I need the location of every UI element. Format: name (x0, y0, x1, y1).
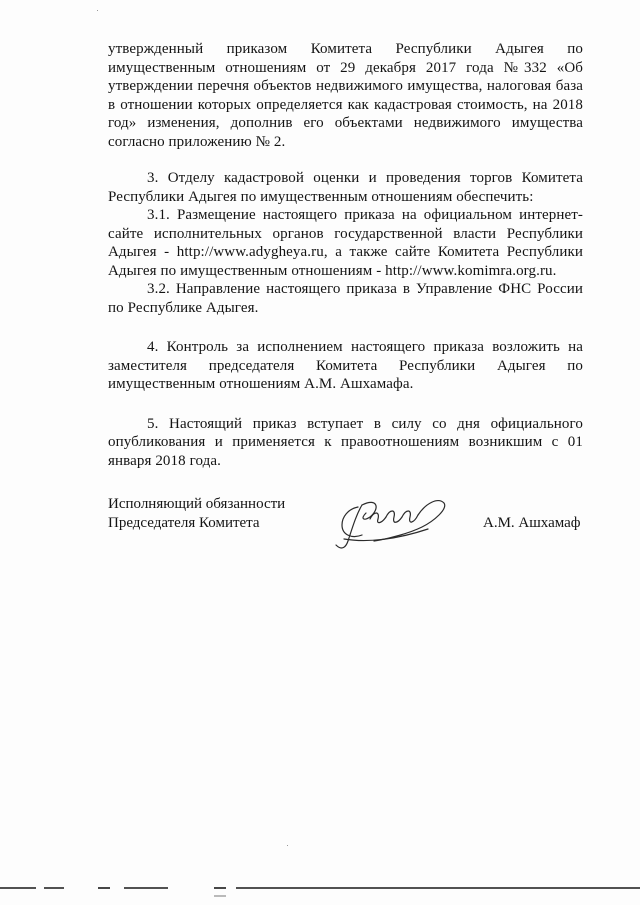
signature-block (108, 495, 598, 565)
scan-edge-artifacts (0, 880, 640, 905)
signer-position-line-1: Исполняющий обязанности (108, 496, 286, 512)
handwritten-signature (318, 495, 458, 555)
signer-position (108, 495, 285, 533)
scan-speck (287, 845, 288, 846)
paragraph-item-5: 5. Настоящий приказ вступает в силу со дня официального опубликования и применяется к правоотношениям возникшим с 01 января 2018 года. (108, 415, 583, 469)
scan-speck (97, 10, 98, 11)
paragraph-item-3-2: 3.2. Направление настоящего приказа в Управление ФНС России по Республике Адыгея. (108, 281, 583, 316)
paragraph-item-4: 4. Контроль за исполнением настоящего приказа возложить на заместителя председателя Комитета Республики Адыгея по имущественным отношениям А.М. Ашхамафа. (108, 339, 583, 392)
paragraph-item-3-1: 3.1. Размещение настоящего приказа на официальном интернет-сайте исполнительных органов государственной власти Республики Адыгея - http://www.adygheya.ru, а также сайте Комитета Республики Адыгея по имущественным отношениям - http://www.komimra.org.ru. (108, 207, 583, 279)
document-body (108, 40, 583, 470)
signer-name: А.М. Ашхамаф (483, 515, 581, 531)
paragraph-item-3: 3. Отделу кадастровой оценки и проведения торгов Комитета Республики Адыгея по имущественным отношениям обеспечить: (108, 170, 583, 205)
signer-position-line-2: Председателя Комитета (108, 515, 260, 531)
paragraph-continuation: утвержденный приказом Комитета Республики Адыгея по имущественным отношениям от 29 декабря 2017 года №332 «Об утверждении перечня объектов недвижимого имущества, налоговая база в отношении которых определяется как кадастровая стоимость, на 2018 год» изменения, дополнив его объектами недвижимого имущества согласно приложению № 2. (108, 41, 583, 150)
